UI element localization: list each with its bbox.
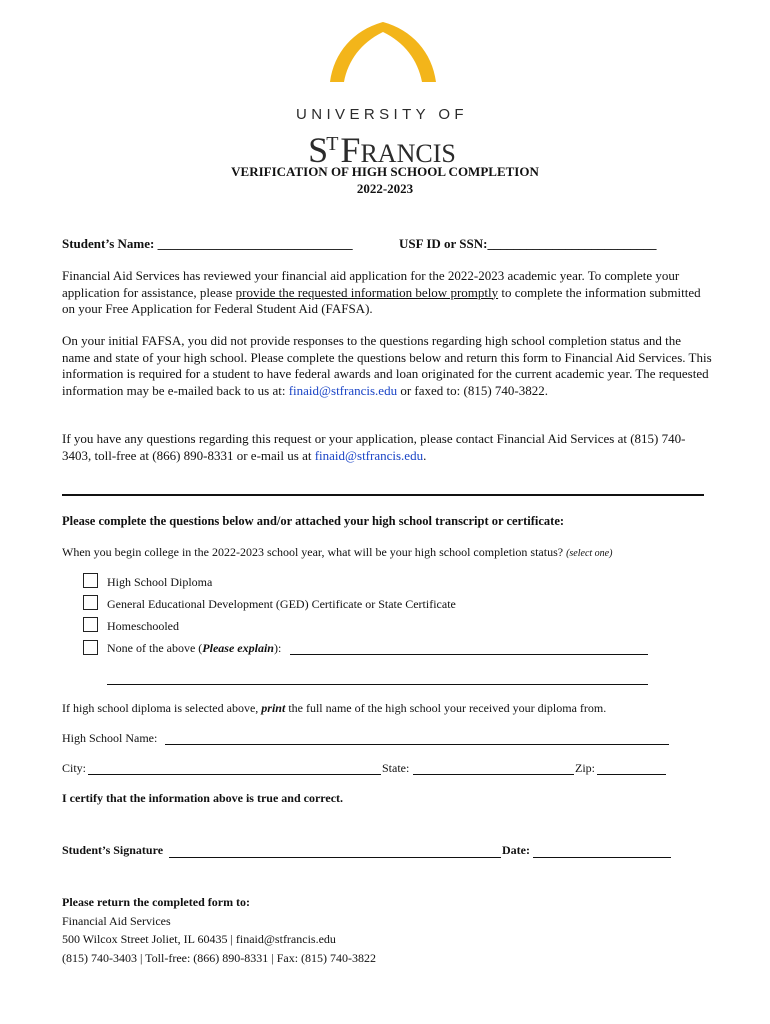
high-school-name-field[interactable] xyxy=(165,744,669,745)
signature-label: Student’s Signature xyxy=(62,843,164,857)
gothic-arch-icon xyxy=(330,22,436,82)
contact-paragraph xyxy=(62,431,712,464)
logo-university-of: UNIVERSITY OF xyxy=(296,106,468,123)
diploma-text-a: If high school diploma is selected above, xyxy=(62,701,262,715)
student-name-label: Student’s Name: xyxy=(62,236,158,251)
date-label: Date: xyxy=(502,843,530,857)
university-logo xyxy=(248,22,516,170)
student-name-field[interactable]: ______________________________ xyxy=(157,236,353,251)
intro-text-a: Financial Aid Services has reviewed your financial aid application for the 2022-2023 academic year. To complete your application for assistance, please xyxy=(62,268,680,300)
completion-question xyxy=(62,545,612,560)
return-heading: Please return the completed form to: xyxy=(62,895,251,909)
explain-suffix: ): xyxy=(273,641,282,655)
contact-email-link[interactable]: finaid@stfrancis.edu xyxy=(314,447,424,463)
diploma-instruction xyxy=(62,701,606,716)
option-homeschooled: Homeschooled xyxy=(107,619,179,633)
diploma-text-b: the full name of the high school your received your diploma from. xyxy=(285,701,607,715)
state-label: State: xyxy=(382,761,410,775)
high-school-name-label: High School Name: xyxy=(62,731,158,745)
none-text: None of the above ( xyxy=(107,641,203,655)
logo-letter-t: T xyxy=(326,133,339,155)
return-line-phone: (815) 740-3403 | Toll-free: (866) 890-8331 | Fax: (815) 740-3822 xyxy=(62,951,377,965)
logo-francis-rest: RANCIS xyxy=(360,139,456,168)
date-field[interactable] xyxy=(533,857,671,858)
contact-text-b: . xyxy=(423,447,427,463)
contact-text-a: If you have any questions regarding this request or your application, please contact Financial Aid Services at (815) 740-3403, toll-free at (866) 890-8331 or e-mail us at xyxy=(62,431,686,463)
form-year: 2022-2023 xyxy=(356,181,414,196)
usf-id-row xyxy=(399,236,657,252)
zip-field[interactable] xyxy=(597,774,666,775)
intro-text-b: to complete the information submitted on your Free Application for Federal Student Aid (FAFSA). xyxy=(62,284,701,316)
question-text: When you begin college in the 2022-2023 school year, what will be your high school completion status? xyxy=(62,545,564,559)
state-field[interactable] xyxy=(413,774,574,775)
intro-text-underlined: provide the requested information below promptly xyxy=(235,284,499,300)
certify-statement: I certify that the information above is true and correct. xyxy=(62,791,344,805)
form-title: VERIFICATION OF HIGH SCHOOL COMPLETION xyxy=(231,164,539,179)
student-name-row xyxy=(62,236,353,252)
logo-letter-f: F xyxy=(340,130,361,170)
explain-field-line-2[interactable] xyxy=(107,684,648,685)
fafsa-text-b: or faxed to: (815) 740-3822. xyxy=(397,382,548,398)
diploma-print: print xyxy=(261,701,286,715)
select-one-hint: (select one) xyxy=(566,548,613,559)
please-explain-text: Please explain xyxy=(202,641,274,655)
email-link[interactable]: finaid@stfrancis.edu xyxy=(288,382,398,398)
signature-field[interactable] xyxy=(169,857,501,858)
city-label: City: xyxy=(62,761,87,775)
city-field[interactable] xyxy=(88,774,381,775)
section-divider xyxy=(62,494,704,496)
return-line-office: Financial Aid Services xyxy=(62,914,171,928)
usf-id-label: USF ID or SSN: xyxy=(399,236,488,251)
checkbox-homeschooled[interactable] xyxy=(83,617,98,632)
intro-paragraph xyxy=(62,268,712,318)
explain-field-line-1[interactable] xyxy=(290,654,648,655)
checkbox-none-of-above[interactable] xyxy=(83,640,98,655)
fafsa-paragraph xyxy=(62,333,712,399)
option-none-of-above xyxy=(107,641,281,656)
return-line-address: 500 Wilcox Street Joliet, IL 60435 | finaid@stfrancis.edu xyxy=(62,932,336,946)
checkbox-ged[interactable] xyxy=(83,595,98,610)
fafsa-text-a: On your initial FAFSA, you did not provide responses to the questions regarding high school completion status and the name and state of your high school. Please complete the questions below and return this form to Financial Aid Services. This information is required for a student to have federal awards and loan originated for the current academic year. The requested information may be e-mailed back to us at: xyxy=(62,333,712,398)
logo-letter-s: S xyxy=(308,130,329,170)
option-high-school-diploma: High School Diploma xyxy=(107,575,213,589)
usf-id-field[interactable]: __________________________ xyxy=(487,236,657,251)
checkbox-high-school-diploma[interactable] xyxy=(83,573,98,588)
section-heading: Please complete the questions below and/or attached your high school transcript or certificate: xyxy=(62,514,565,528)
option-ged: General Educational Development (GED) Certificate or State Certificate xyxy=(107,597,456,611)
zip-label: Zip: xyxy=(575,761,595,775)
